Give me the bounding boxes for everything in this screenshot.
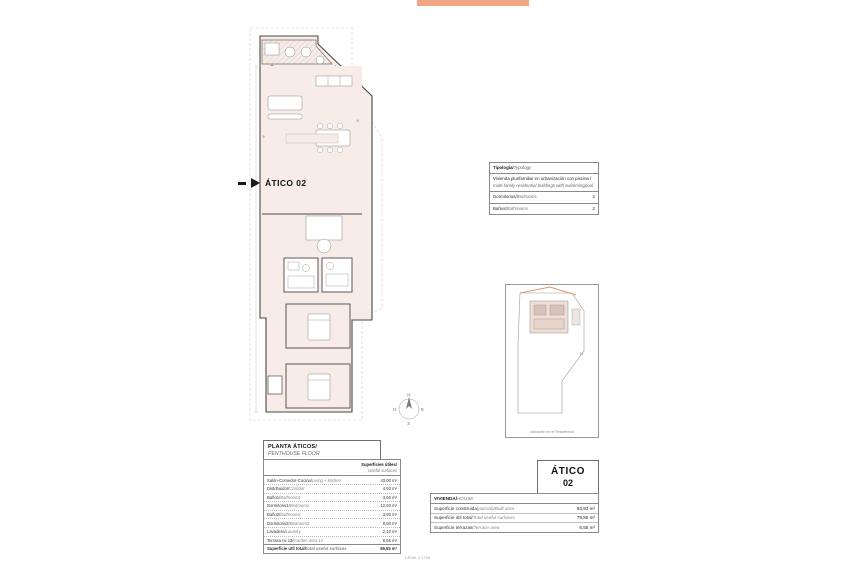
house-total-label	[431, 523, 550, 532]
surface-row-value: 12,50 m²	[371, 502, 400, 511]
surface-name-es: Dormitorio2/	[267, 520, 290, 526]
unit-identifier-box	[537, 460, 599, 494]
unit-number-label: 02	[562, 478, 573, 488]
useful-surfaces-table	[263, 459, 401, 554]
svg-text:E: E	[421, 407, 425, 412]
typology-description-es: Vivienda plurifamiliar en urbanización con piscina /	[493, 176, 592, 182]
plan-callout-label: ÁTICO 02	[265, 178, 307, 188]
surface-row-name	[264, 527, 371, 536]
typology-bathrooms-label-es: Baños/	[493, 205, 507, 211]
typology-bathrooms-value: 2	[592, 205, 595, 211]
typology-title-es: Tipología/	[493, 165, 514, 170]
surface-name-es: Dormitorio1/	[267, 503, 290, 509]
surface-total-name-es: Superficie útil total/	[267, 546, 306, 552]
surface-row-name	[264, 536, 371, 545]
surface-row-value: 43,00 m²	[371, 476, 400, 484]
surface-row-value: 4,93 m²	[371, 484, 400, 493]
svg-text:*: *	[356, 118, 360, 126]
house-total-value: 6,55 m²	[579, 524, 595, 530]
table-row	[264, 484, 400, 493]
surface-name-es: Salón-Comedor-Cocina/	[267, 477, 312, 483]
surface-name-es: Baño1/	[267, 494, 281, 500]
surface-name-en: Bathroom1	[280, 494, 301, 500]
surfaces-table-header	[264, 460, 400, 476]
typology-bathrooms-label-en: Bathrooms	[506, 205, 528, 211]
house-totals-table	[430, 493, 599, 533]
unit-type-label: ÁTICO	[550, 466, 586, 477]
house-total-label-es: Superficie útil total/	[434, 515, 473, 521]
house-total-label	[431, 504, 550, 513]
surface-name-es: Baño2/	[267, 512, 281, 518]
floor-title-box	[263, 440, 381, 461]
surface-name-en: Garden area 13	[293, 537, 323, 543]
typology-title-row	[490, 163, 598, 174]
table-row-total	[264, 545, 400, 553]
table-row	[264, 519, 400, 528]
surface-row-name	[264, 502, 371, 511]
header-color-strip	[417, 0, 529, 6]
house-total-label-en: (parcial)/Built area	[476, 505, 515, 511]
plan-callout	[238, 178, 306, 188]
house-totals-rows	[431, 504, 598, 532]
typology-bedrooms-value: 2	[592, 194, 595, 200]
north-compass	[392, 392, 426, 426]
surface-row-name	[264, 519, 371, 528]
house-total-label-es: Superficie terrazas/	[434, 524, 474, 530]
table-row	[431, 513, 598, 523]
house-totals-header-es: VIVIENDA/	[434, 496, 457, 501]
surface-row-name	[264, 493, 371, 502]
surface-row-name	[264, 510, 371, 519]
surface-row-value: 3,50 m²	[371, 510, 400, 519]
surface-name-en: Living + kitchen	[311, 477, 341, 483]
typology-bathrooms-row	[490, 204, 598, 214]
typology-description-en: multi-family residential buildings with swimmingpool	[493, 182, 594, 188]
surface-total-name	[264, 545, 371, 553]
surface-row-value: 9,50 m²	[371, 519, 400, 528]
surface-total-name-en: total useful surfaces	[305, 546, 347, 552]
house-total-label	[431, 513, 550, 523]
surface-name-en: Bedroom2	[289, 520, 310, 526]
callout-arrow-icon	[251, 178, 260, 188]
typology-bathrooms-label	[493, 206, 528, 212]
table-row	[264, 476, 400, 484]
sitemap-caption: ubicación en el Residencial	[530, 430, 574, 434]
floor-plan-drawing	[232, 18, 425, 430]
svg-text:N: N	[407, 392, 411, 398]
floor-title-es: PLANTA ÁTICOS/	[268, 444, 318, 450]
house-total-value: 93,93 m²	[550, 504, 598, 513]
table-row	[431, 523, 598, 532]
typology-title-en: Typology	[513, 165, 532, 170]
site-location-map	[505, 284, 599, 438]
surface-name-en: Bathroom2	[280, 512, 301, 518]
surface-row-value: 3,60 m²	[371, 493, 400, 502]
surface-name-es: Distribuidor/	[267, 486, 290, 492]
surfaces-header-es: Superficies útiles/	[361, 462, 397, 467]
callout-arrow-tail	[238, 182, 246, 185]
table-row	[264, 493, 400, 502]
house-totals-header-en: HOUSE	[456, 496, 474, 501]
surface-name-en: Bedroom1	[289, 503, 310, 509]
typology-description-row	[490, 174, 598, 192]
surface-row-value: 6,55 m²	[371, 536, 400, 545]
typology-bedrooms-label-en: Bedrooms	[516, 194, 537, 200]
typology-bedrooms-label-es: Dormitorios/	[493, 194, 517, 200]
svg-text:*: *	[262, 134, 266, 142]
surface-row-name	[264, 484, 371, 493]
surface-name-en: Laundry	[285, 529, 301, 535]
surface-name-es: Lavadero/	[267, 529, 286, 535]
house-total-label-en: Total useful surfaces	[472, 515, 515, 521]
table-row	[264, 536, 400, 545]
house-total-label-es: Superficie construida	[434, 505, 477, 511]
table-row	[264, 527, 400, 536]
table-row	[264, 502, 400, 511]
typology-table	[489, 162, 599, 215]
typology-bedrooms-label	[493, 194, 537, 200]
surface-total-value: 86,55 m²	[371, 545, 400, 553]
floor-title-en: PENTHOUSE FLOOR	[268, 451, 320, 457]
house-total-value: 79,80 m²	[550, 513, 598, 523]
surface-row-value: 2,10 m²	[371, 527, 400, 536]
house-total-label-en: Terrace area	[473, 524, 500, 530]
house-totals-header	[431, 494, 598, 504]
surface-name-es: Terraza nv 13/	[267, 537, 294, 543]
table-row	[431, 504, 598, 513]
svg-text:S: S	[407, 421, 411, 426]
document-code: DRAW n°1708	[405, 556, 431, 560]
svg-text:O: O	[393, 407, 397, 412]
table-row	[264, 510, 400, 519]
surfaces-rows	[264, 476, 400, 552]
surfaces-header-en: Useful surfaces	[368, 467, 397, 473]
typology-bedrooms-row	[490, 192, 598, 203]
surface-name-en: Corridor	[289, 486, 305, 492]
svg-text:N: N	[580, 351, 583, 356]
surface-row-name	[264, 476, 371, 484]
